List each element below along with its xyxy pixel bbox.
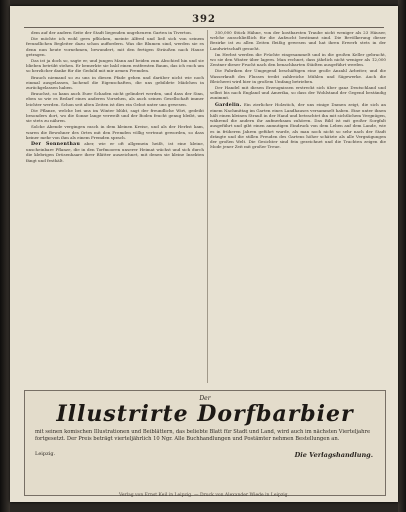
- header-rule: [24, 27, 384, 28]
- left-article: [26, 141, 204, 163]
- document-page: [10, 6, 398, 502]
- advertisement-box: [24, 390, 386, 496]
- column-divider: [207, 30, 208, 383]
- advertisement-place: Leipzig.: [35, 451, 56, 457]
- left-article-heading: Der Sonnenthau: [31, 142, 81, 148]
- advertisement-pretitle: Der: [199, 395, 211, 402]
- right-article-text: Ein zierlicher Holzstich, der uns einige Damen zeigt, die sich an einem Nachmittag im Garten eines Landhauses versammelt haben. Eine unter ihnen hält einen kleinen Strauß in der Hand und betrachtet ihn mit sichtlichem Vergnügen, während die andern ihr aufmerksam zuhören. Das Bild ist mit großer Sorgfalt ausgeführt und gibt einen anmutigen Eindruck von dem Leben auf dem Lande, wie es in früheren Jahren geführt wurde, als man noch nicht so sehr nach der Stadt drängte und die stillen Freuden des Gartens höher schätzte als alle Vergnügungen der großen Welt. Die Gesichter sind fein gezeichnet und die Trachten zeigen die Mode jener Zeit mit großer Treue.: [210, 101, 386, 150]
- right-article: [210, 102, 386, 150]
- left-paragraph: Brauchst, so kann auch Euer Schaden nicht gelindert werden, und dass der Sinn, eben so wie es Bedarf eines anderen Vorsehen, als auch seinen Gesellschaft immer leichter werden. Schon seit alten Zeiten ist dies ein Gebot unter uns gewesen.: [26, 91, 204, 107]
- right-paragraph: 350,000 Stück Hähne, von der kostbarsten Traube nicht weniger als 23 Häuser, welche ausschließlich für die Aufzucht bestimmt sind. Die Bevölkerung dieser Bezirke ist zu allen Zeiten fleißig gewesen und hat ihren Erwerb stets in der Landwirtschaft gesucht.: [210, 30, 386, 51]
- left-paragraph: Das ist ja doch so, sagte er, und jungen Mann auf beiden zum Abschied hin und sie blieben betrübt stehen. Er bemerkte sie bald einen entfernten Baum, das ich euch um so herzlicher danke für die Geduld mit mir armen Fremden.: [26, 58, 204, 74]
- imprint-footer: Verlag von Ernst Keil in Leipzig. — Druck von Alexander Wiede in Leipzig.: [119, 493, 289, 498]
- page-edge-shadow: [398, 0, 406, 512]
- advertisement-title: Illustrirte Dorfbarbier: [56, 401, 354, 427]
- left-paragraph: Brauch niemand so zu uns in diesen Pfade gehen und darüber nicht wie noch einmal ausgelassen, lachend die Eigenschaften, die uns gebildete Mädchen in zurückgelassen haben.: [26, 74, 204, 91]
- left-paragraph: Solche Abende vergingen rasch in dem kleinen Kreise, und als der Herbst kam, waren die Bewohner des Ortes mit den Fremden völlig vertraut geworden, so dass keiner mehr von ihm als einem Fremden sprach.: [26, 124, 204, 140]
- advertisement-publisher: Die Verlagshandlung.: [294, 451, 373, 459]
- right-paragraph: Der Handel mit diesen Erzeugnissen erstreckt sich über ganz Deutschland und selbst bis nach England und Amerika, so dass der Wohlstand der Gegend beständig zunimmt.: [210, 85, 386, 101]
- left-paragraph: Die Pflanze, welche bei uns im Winter blüht, sagt der freundliche Wirt, gedeiht besonders dort, wo die Sonne lange verweilt und der Boden feucht genug bleibt, um sie stets zu nähren.: [26, 107, 204, 124]
- left-column: [26, 30, 204, 383]
- right-column: [210, 30, 386, 383]
- right-paragraph: Die Fabriken der Umgegend beschäftigen eine große Anzahl Arbeiter, und die Wasserkraft des Flusses treibt zahlreiche Mühlen und Sägewerke. Auch die Bleicherei wird hier in großem Umfang betrieben.: [210, 68, 386, 84]
- left-paragraph: dem auf der andern Seite der Stadt liegenden ungeheuren Garten in Tiverton.: [31, 30, 192, 35]
- right-article-heading: Gardelin.: [215, 102, 242, 108]
- page-gutter-shadow: [0, 0, 10, 512]
- right-paragraph: Im Herbst werden die Früchte eingesammelt und in die großen Keller gebracht, wo sie den Winter über lagern. Man rechnet, dass jährlich nicht weniger als 12,000 Zentner dieser Frucht nach den benachbarten Städten ausgeführt werden.: [210, 51, 386, 68]
- advertisement-body: mit seinen komischen Illustrationen und Beiblättern, das beliebte Blatt für Stadt und Land, wird auch im nächsten Vierteljahre fortgesetzt. Der Preis beträgt vierteljährlich 10 Ngr. Alle Buchhandlungen und Postämter nehmen Bestellungen an.: [35, 429, 371, 442]
- page-number: 392: [192, 14, 216, 25]
- left-paragraph: Die möchte ich wohl gern pflücken, meinte Alfred und ließ sich von seinem freundlichen Begleiter dazu schon auffordern. Was die Blumen sind, werden sie es denn nun heute vornehmen, bewundert, mit den fertigen Sträußen nach Hause getragen.: [26, 36, 204, 57]
- left-article-text: aber, wie er oft allgemein heißt, ist eine kleine, unscheinbare Pflanze, die in den Torfmooren unserer Heimat wächst und sich durch die klebrigen Drüsenhaare ihrer Blätter auszeichnet, mit denen sie kleine Insekten fängt und festhält.: [26, 141, 204, 163]
